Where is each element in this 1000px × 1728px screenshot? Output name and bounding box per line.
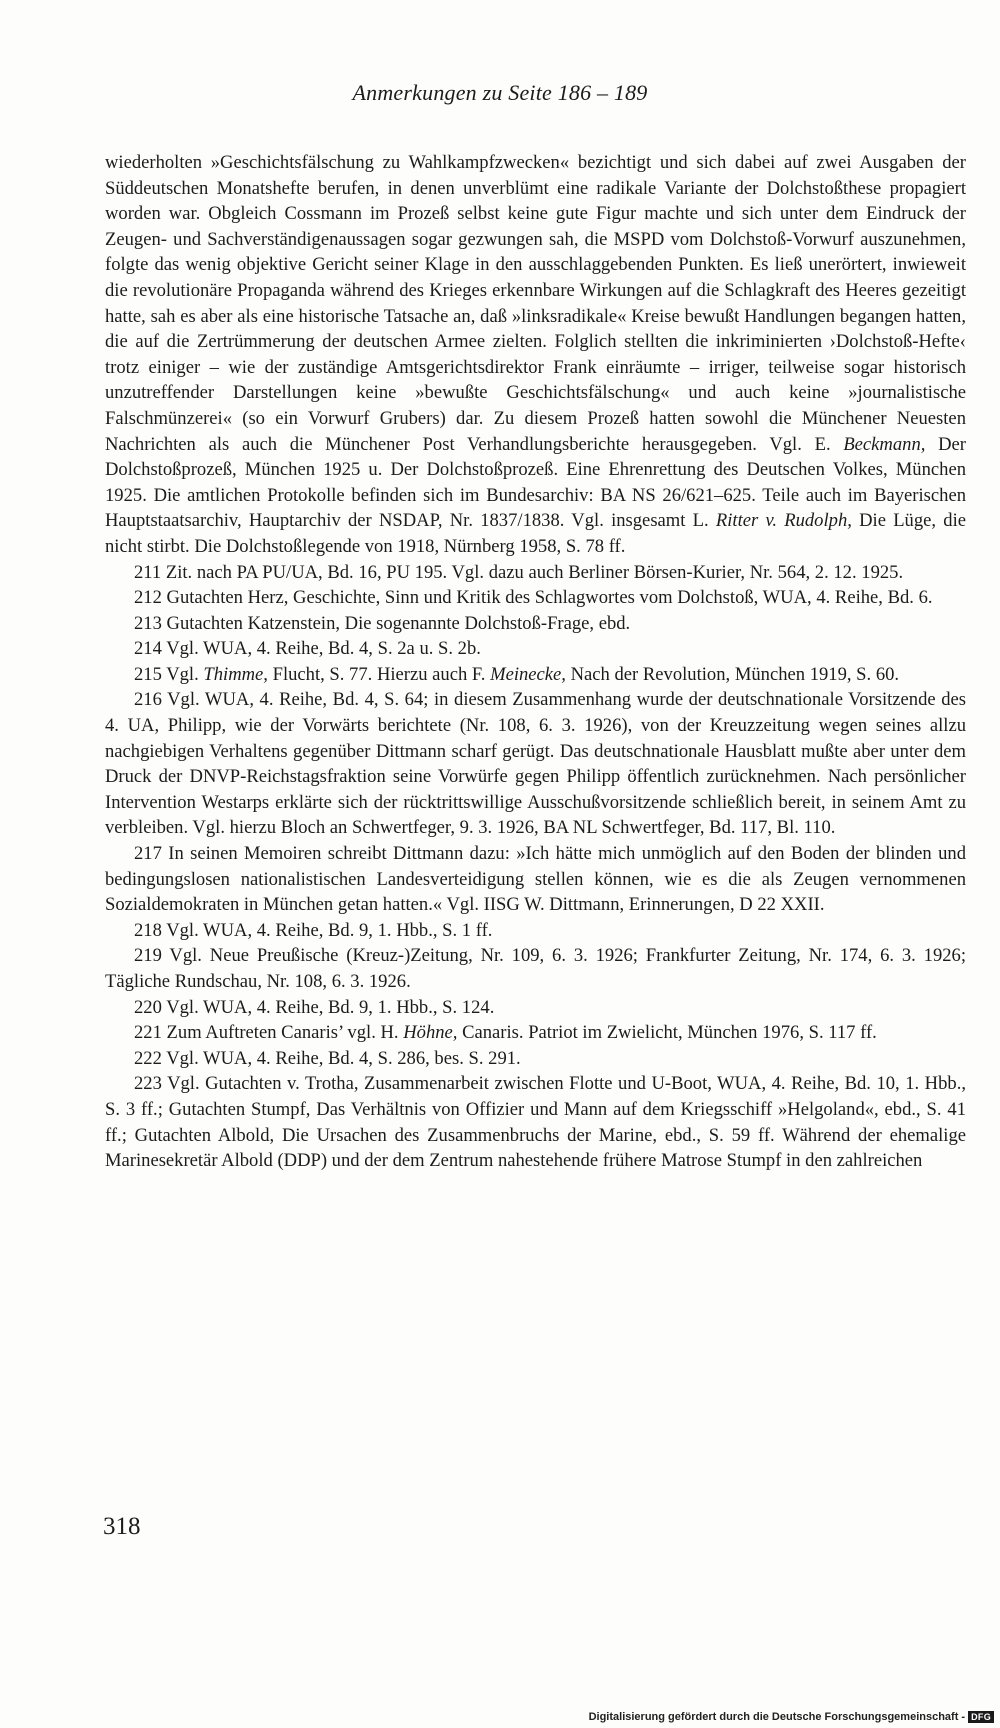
cited-author: Ritter v. Rudolph, — [715, 510, 852, 532]
running-header: Anmerkungen zu Seite 186 – 189 — [352, 80, 648, 105]
note-text: 212 Gutachten Herz, Geschichte, Sinn und Kritik des Schlagwortes vom Dolchstoß, WUA, 4. Reihe, Bd. 6. — [134, 587, 933, 609]
note-text: Flucht, S. 77. Hierzu auch F. — [267, 663, 491, 685]
digitization-credit-text: Digitalisierung gefördert durch die Deutsche Forschungsgemeinschaft - — [588, 1711, 966, 1723]
notes-text-block — [105, 150, 966, 1174]
page-number: 318 — [103, 1513, 141, 1540]
note-text: 218 Vgl. WUA, 4. Reihe, Bd. 9, 1. Hbb., S. 1 ff. — [134, 919, 493, 941]
footnote-paragraph — [105, 918, 966, 944]
note-text: 220 Vgl. WUA, 4. Reihe, Bd. 9, 1. Hbb., S. 124. — [134, 996, 495, 1018]
footnote-paragraph — [105, 841, 966, 918]
note-text: Nach der Revolution, München 1919, S. 60. — [565, 663, 900, 685]
footnote-paragraph — [105, 585, 966, 611]
footnote-paragraph — [105, 662, 966, 688]
cited-author: Höhne, — [403, 1022, 458, 1044]
note-text: 215 Vgl. — [134, 663, 204, 685]
note-text: 222 Vgl. WUA, 4. Reihe, Bd. 4, S. 286, bes. S. 291. — [134, 1047, 521, 1069]
note-text: 211 Zit. nach PA PU/UA, Bd. 16, PU 195. Vgl. dazu auch Berliner Börsen-Kurier, Nr. 564, 2. 12. 1925. — [134, 561, 904, 583]
footnote-paragraph — [105, 611, 966, 637]
footnote-paragraph — [105, 1020, 966, 1046]
note-text: Der Dolchstoßprozeß, München 1925 u. Der Dolchstoßprozeß. Eine Ehrenrettung des Deutschen Volkes, München 1925. Die amtlichen Protokolle befinden sich im Bundesarchiv: BA NS 26/621–625. Teile auch im Bayerischen Hauptstaatsarchiv, Hauptarchiv der NSDAP, Nr. 1837/1838. Vgl. insgesamt L. — [105, 433, 966, 532]
digitization-credit — [589, 1711, 994, 1723]
cited-author: Thimme, — [203, 663, 268, 685]
note-text: Canaris. Patriot im Zwielicht, München 1976, S. 117 ff. — [457, 1022, 877, 1044]
note-text: 221 Zum Auftreten Canaris’ vgl. H. — [134, 1022, 404, 1044]
note-text: 219 Vgl. Neue Preußische (Kreuz-)Zeitung, Nr. 109, 6. 3. 1926; Frankfurter Zeitung, Nr. 174, 6. 3. 1926; Tägliche Rundschau, Nr. 108, 6. 3. 1926. — [105, 945, 966, 992]
footnote-paragraph — [105, 1046, 966, 1072]
note-text: 223 Vgl. Gutachten v. Trotha, Zusammenarbeit zwischen Flotte und U-Boot, WUA, 4. Reihe, Bd. 10, 1. Hbb., S. 3 ff.; Gutachten Stumpf, Das Verhältnis von Offizier und Mann auf dem Kriegsschiff »Helgoland«, ebd., S. 41 ff.; Gutachten Albold, Die Ursachen des Zusammenbruchs der Marine, ebd., S. 59 ff. Während der ehemalige Marinesekretär Albold (DDP) und der dem Zentrum nahestehende frühere Matrose Stumpf in den zahlreichen — [105, 1073, 966, 1172]
note-text: 214 Vgl. WUA, 4. Reihe, Bd. 4, S. 2a u. S. 2b. — [134, 638, 481, 660]
cited-author: Meinecke, — [490, 663, 566, 685]
cited-author: Beckmann, — [843, 433, 926, 455]
footnote-paragraph — [105, 636, 966, 662]
dfg-logo-icon: DFG — [968, 1711, 994, 1723]
footnote-paragraph — [105, 995, 966, 1021]
note-text: Die Lüge, die nicht stirbt. Die Dolchstoßlegende von 1918, Nürnberg 1958, S. 78 ff. — [105, 510, 966, 557]
note-text: 217 In seinen Memoiren schreibt Dittmann dazu: »Ich hätte mich unmöglich auf den Boden der blinden und bedingungslosen nationalistischen Landesverteidigung stellen können, wie es die als Zeugen vernommenen Sozialdemokraten in München getan hatten.« Vgl. IISG W. Dittmann, Erinnerungen, D 22 XXII. — [105, 843, 966, 916]
footnote-paragraph — [105, 943, 966, 994]
note-text: 216 Vgl. WUA, 4. Reihe, Bd. 4, S. 64; in diesem Zusammenhang wurde der deutschnationale Vorsitzende des 4. UA, Philipp, wie der Vorwärts berichtete (Nr. 108, 6. 3. 1926), von der Kreuzzeitung wegen seines allzu nachgiebigen Verhaltens gegenüber Dittmann scharf gerügt. Das deutschnationale Hausblatt mußte aber unter dem Druck der DNVP-Reichstagsfraktion seine Vorwürfe gegen Philipp öffentlich zurücknehmen. Nach persönlicher Intervention Westarps erklärte sich der rücktrittswillige Ausschußvorsitzende schließlich bereit, in seinem Amt zu verbleiben. Vgl. hierzu Bloch an Schwertfeger, 9. 3. 1926, BA NL Schwertfeger, Bd. 117, Bl. 110. — [105, 689, 966, 839]
footnote-paragraph — [105, 560, 966, 586]
note-text: 213 Gutachten Katzenstein, Die sogenannte Dolchstoß-Frage, ebd. — [134, 612, 631, 634]
footnote-paragraph — [105, 687, 966, 841]
note-text: wiederholten »Geschichtsfälschung zu Wahlkampfzwecken« bezichtigt und sich dabei auf zwei Ausgaben der Süddeutschen Monatshefte berufen, in denen unverblümt eine radikale Variante der Dolchstoßthese propagiert worden war. Obgleich Cossmann im Prozeß selbst keine gute Figur machte und sich unter dem Eindruck der Zeugen- und Sachverständigenaussagen sogar gezwungen sah, die MSPD vom Dolchstoß-Vorwurf auszunehmen, folgte das wenig objektive Gericht seiner Klage in den ausschlaggebenden Punkten. Es ließ unerörtert, inwieweit die revolutionäre Propaganda während des Krieges erkennbare Wirkungen auf die Schlagkraft des Heeres gezeitigt hatte, sah es aber als eine historische Tatsache an, daß »linksradikale« Kreise bewußt Handlungen begangen hatten, die auf die Zertrümmerung der deutschen Armee zielten. Folglich stellten die inkriminierten ›Dolchstoß-Hefte‹ trotz einiger – wie der zuständige Amtsgerichtsdirektor Frank einräumte – irriger, teilweise sogar historisch unzutreffender Darstellungen keine »bewußte Geschichtsfälschung« und auch keine »journalistische Falschmünzerei« (so ein Vorwurf Grubers) dar. Zu diesem Prozeß hatten sowohl die Münchener Neuesten Nachrichten als auch die Münchener Post Verhandlungsberichte herausgegeben. Vgl. E. — [105, 152, 966, 455]
footnote-paragraph — [105, 1071, 966, 1173]
continued-note-paragraph — [105, 150, 966, 560]
